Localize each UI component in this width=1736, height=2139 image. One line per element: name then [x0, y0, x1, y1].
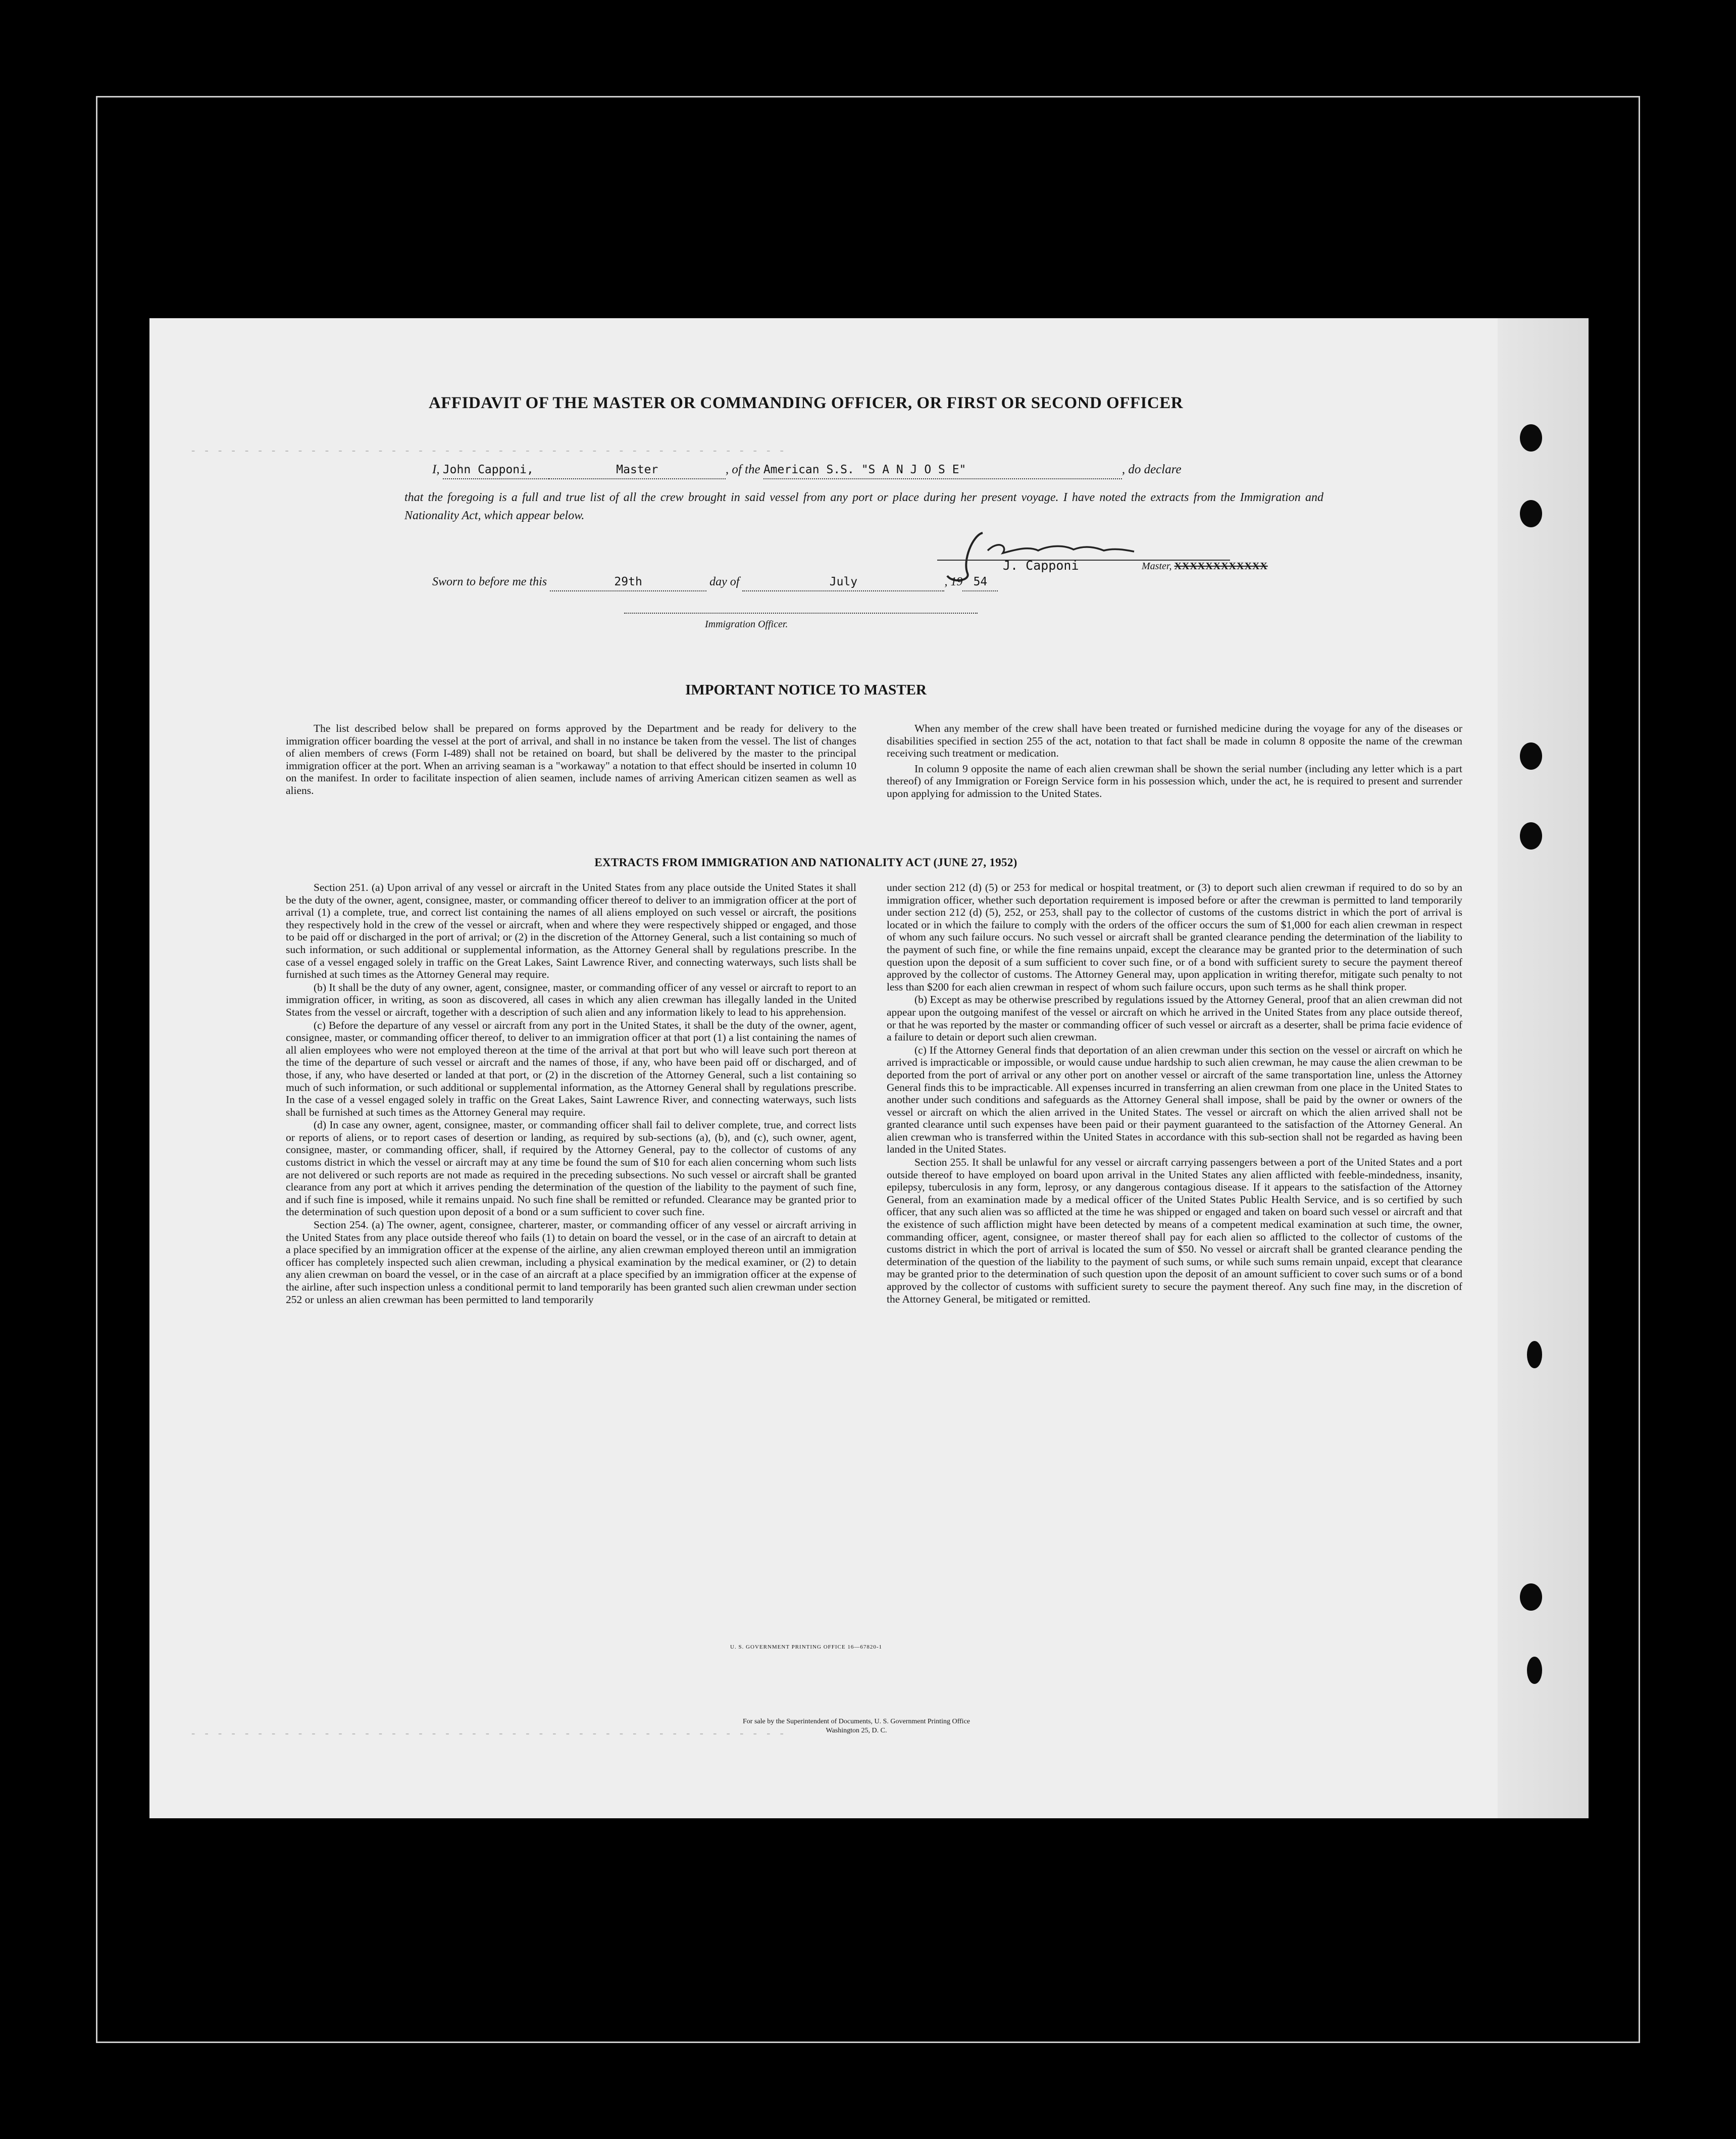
- year-field: 54: [962, 573, 998, 591]
- punch-hole-icon: [1520, 742, 1542, 770]
- sworn-line: [432, 573, 998, 591]
- declaration-text: that the foregoing is a full and true list of all the crew brought in said vessel from any port or place during her present voyage. I have noted the extracts from the Immigration and Nationality Act, which appear below.: [404, 491, 1323, 522]
- statute-paragraph: (c) If the Attorney General finds that deportation of an alien crewman under this section on the vessel or aircraft on which he arrived is impracticable or impossible, or would cause undue hardship to such alien crewman, he may cause the alien crewman to be deported from the port of arrival or any other port on another vessel or aircraft of the same transportation line, unless the Attorney General finds this to be impracticable. All expenses incurred in transferring an alien crewman from one place in the United States to another under such conditions and safeguards as the Attorney General shall impose, shall be paid by the owner or owners of the vessel or aircraft on which the alien arrived in the United States. The vessel or aircraft on which the alien arrived shall not be granted clearance until such expenses have been paid or their payment guaranteed to the satisfaction of the Attorney General. An alien crewman who is transferred within the United States in accordance with this sub-section shall not be regarded as having been landed in the United States.: [887, 1043, 1462, 1156]
- day-of-label: day of: [709, 575, 740, 588]
- name-field: John Capponi,: [443, 461, 549, 479]
- master-label: Master,: [1142, 561, 1172, 572]
- punch-hole-icon: [1520, 1583, 1542, 1611]
- statute-paragraph: Section 255. It shall be unlawful for any vessel or aircraft carrying passengers between a port of the United States and a port outside thereof to have employed on board upon arrival in the United States any alien afflicted with feeble-mindedness, insanity, epilepsy, tuberculosis in any form, leprosy, or any dangerous contagious disease. If it appears to the satisfaction of the Attorney General, from an examination made by a medical officer of the United States Public Health Service, and is so certified by such officer, that any such alien was so afflicted at the time he was shipped or engaged and taken on board such vessel or aircraft and that the existence of such affliction might have been detected by means of a competent medical examination at such time, the owner, commanding officer, agent, consignee, or master thereof shall pay for each alien so afflicted to the collector of customs of the customs district in which the port of arrival is located the sum of $50. No vessel or aircraft shall be granted clearance pending the determination of the question of the liability to the payment of such sums, or while such sums remain unpaid, except that clearance may be granted prior to the determination of such question upon the deposit of an amount sufficient to cover such sums or of a bond approved by the collector of customs with sufficient surety to secure the payment thereof. Any such fine may, in the discretion of the Attorney General, be mitigated or remitted.: [887, 1156, 1462, 1305]
- statute-paragraph: Section 251. (a) Upon arrival of any vessel or aircraft in the United States from any place outside the United States it shall be the duty of the owner, agent, consignee, master, or commanding officer thereof to deliver to an immigration officer at the port of arrival (1) a complete, true, and correct list containing the names of all aliens employed on such vessel or aircraft, the positions they respectively hold in the crew of the vessel or aircraft, when and where they were respectively shipped or engaged, and those to be paid off or discharged in the port of arrival; or (2) in the discretion of the Attorney General, such a list containing so much of such information, or such additional or supplemental information, as the Attorney General shall by regulations prescribe. In the case of a vessel engaged solely in traffic on the Great Lakes, Saint Lawrence River, and connecting waterways, such lists shall be furnished at such times as the Attorney General may require.: [286, 881, 856, 981]
- signature-role: [1142, 561, 1268, 572]
- statute-paragraph: under section 212 (d) (5) or 253 for medical or hospital treatment, or (3) to deport such alien crewman if required to do so by an immigration officer, whether such deportation requirement is imposed before or after the crewman is permitted to land temporarily under section 212 (d) (5), 252, or 253, shall pay to the collector of customs of the customs district in which the port of arrival is located or in which the failure to comply with the orders of the officer occurs the sum of $1,000 for each alien crewman in respect of whom any such failure occurs. No such vessel or aircraft shall be granted clearance pending the determination of the liability to the payment of such fine, or while the fine remains unpaid, except the clearance may be granted prior to the determination of such question upon the deposit of a sum sufficient to cover such fine, or of a bond with sufficient surety to secure the payment thereof approved by the collector of customs. The Attorney General may, upon application in writing therefor, mitigate such penalty to not less than $200 for each alien crewman in respect of whom such failure occurs, upon such terms as he shall think proper.: [887, 881, 1462, 993]
- extracts-heading: EXTRACTS FROM IMMIGRATION AND NATIONALITY ACT (JUNE 27, 1952): [594, 856, 1017, 869]
- notice-paragraph: When any member of the crew shall have been treated or furnished medicine during the voyage for any of the diseases or disabilities specified in section 255 of the act, notation to that fact shall be made in column 8 opposite the name of the crewman receiving such treatment or medication.: [887, 722, 1462, 760]
- statute-paragraph: (c) Before the departure of any vessel or aircraft from any port in the United States, it shall be the duty of the owner, agent, consignee, master, or commanding officer thereof, to deliver to an immigration officer at that port (1) a list containing the names of all alien employees who were not employed thereon at the time of the arrival at that port but who will leave such port thereon at the time of the departure of such vessel or aircraft and the names of those, if any, who have been paid off or discharged, and of those, if any, who have deserted or landed at that port, or (2) in the discretion of the Attorney General, such a list containing so much of such information, or such additional or supplemental information, as the Attorney General shall by regulations prescribe. In the case of a vessel engaged solely in traffic on the Great Lakes, Saint Lawrence River, and connecting waterways, such lists shall be furnished at such times as the Attorney General may require.: [286, 1019, 856, 1118]
- punch-hole-icon: [1527, 1657, 1542, 1684]
- punch-hole-icon: [1520, 424, 1542, 452]
- punch-hole-icon: [1527, 1341, 1542, 1368]
- statute-paragraph: (b) It shall be the duty of any owner, agent, consignee, master, or commanding officer of any vessel or aircraft to report to an immigration officer, in writing, as soon as discovered, all cases in which any alien crewman has illegally landed in the United States from the vessel or aircraft, together with a description of such alien and any information likely to lead to his apprehension.: [286, 981, 856, 1018]
- officer-label: Immigration Officer.: [705, 619, 788, 630]
- of-the-label: , of the: [725, 463, 760, 476]
- punch-hole-icon: [1520, 500, 1542, 527]
- signature-typed-name: J. Capponi: [1003, 558, 1079, 573]
- struck-role: XXXXXXXXXXXX: [1174, 561, 1268, 572]
- notice-paragraph: In column 9 opposite the name of each alien crewman shall be shown the serial number (including any letter which is a part thereof) of any Immigration or Foreign Service form in his possession which, under the act, he is required to present and surrender upon applying for admission to the United States.: [887, 762, 1462, 800]
- affidavit-title: AFFIDAVIT OF THE MASTER OR COMMANDING OFFICER, OR FIRST OR SECOND OFFICER: [428, 394, 1184, 412]
- sworn-label: Sworn to before me this: [432, 575, 547, 588]
- extracts-left-column: [286, 881, 856, 1306]
- notice-heading: IMPORTANT NOTICE TO MASTER: [685, 682, 927, 698]
- extracts-right-column: [887, 881, 1462, 1306]
- notice-paragraph: The list described below shall be prepared on forms approved by the Department and be ready for delivery to the immigration officer boarding the vessel at the port of arrival, and shall in no instance be taken from the vessel. The list of changes of alien members of crews (Form I-489) shall not be retained on board, but shall be delivered by the master to the principal immigration officer at the port. When an arriving seaman is a "workaway" a notation to that effect should be inserted in column 10 on the manifest. In order to facilitate inspection of alien seamen, include names of arriving American citizen seamen as well as aliens.: [286, 722, 856, 797]
- officer-signature-line: [624, 613, 978, 614]
- declaration-line: [432, 461, 1182, 479]
- sale-line-1: For sale by the Superintendent of Documents, U. S. Government Printing Office: [743, 1718, 970, 1725]
- sale-line-2: Washington 25, D. C.: [826, 1727, 887, 1734]
- notice-left-column: [286, 722, 856, 797]
- year-prefix: , 19: [944, 575, 963, 588]
- month-field: July: [742, 573, 944, 591]
- document-page: [149, 318, 1589, 1818]
- statute-paragraph: (d) In case any owner, agent, consignee, master, or commanding officer shall fail to deliver complete, true, and correct lists or reports of aliens, or to report cases of desertion or landing, as required by sub-sections (a), (b), and (c), such owner, agent, consignee, master, or commanding officer, shall, if required by the Attorney General, pay to the collector of customs of any customs district in which the vessel or aircraft may at any time be found the sum of $10 for each alien concerning whom such lists are not delivered or such reports are not made as required in the preceding subsections. No such vessel or aircraft shall be granted clearance from any port at which it arrives pending the determination of the question of the liability to the payment of such fine, and if such fine is imposed, while it remains unpaid. No such fine shall be remitted or refunded. Clearance may be granted prior to the determination of such question upon deposit of a bond or a sum sufficient to cover such fine.: [286, 1119, 856, 1218]
- ghost-bleed-row: - - - - - - - - - - - - - - - - - - - - - - - - - - - - - - - - - - - - - - - - - - - - -: [190, 444, 785, 457]
- rank-field: Master: [549, 461, 726, 479]
- statute-paragraph: (b) Except as may be otherwise prescribed by regulations issued by the Attorney General, proof that an alien crewman did not appear upon the outgoing manifest of the vessel or aircraft on which he arrived in the United States from any place outside thereof, or that he was reported by the master or commanding officer of such vessel or aircraft as a deserter, shall be prima facie evidence of a failure to detain or deport such alien crewman.: [887, 993, 1462, 1043]
- punch-hole-icon: [1520, 822, 1542, 850]
- sale-notice: [553, 1717, 1159, 1735]
- ghost-bleed-row: - - - - - - - - - - - - - - - - - - - - - - - - - - - - - - - - - - - - - - - - - - - - -: [190, 1727, 785, 1740]
- page-edge-shadow: [1498, 318, 1589, 1818]
- statute-paragraph: Section 254. (a) The owner, agent, consignee, charterer, master, or commanding officer of any vessel or aircraft arriving in the United States from any place outside thereof who fails (1) to detain on board the vessel, or in the case of an aircraft to detain at a place specified by an immigration officer at the expense of the airline, any alien crewman employed thereon until an immigration officer has completely inspected such alien crewman, including a physical examination by the medical examiner, or (2) to detain any alien crewman on board the vessel, or in the case of an aircraft at a place specified by an immigration officer at the expense of the airline, after such inspection unless a conditional permit to land temporarily has been granted such alien crewman under section 252 or unless an alien crewman has been permitted to land temporarily: [286, 1219, 856, 1306]
- notice-right-column: [887, 722, 1462, 800]
- printing-office-line: U. S. GOVERNMENT PRINTING OFFICE 16—67820-1: [730, 1644, 883, 1650]
- vessel-field: American S.S. "S A N J O S E": [763, 461, 1122, 479]
- i-label: I,: [432, 463, 440, 476]
- day-field: 29th: [550, 573, 706, 591]
- do-declare-label: , do declare: [1121, 463, 1182, 476]
